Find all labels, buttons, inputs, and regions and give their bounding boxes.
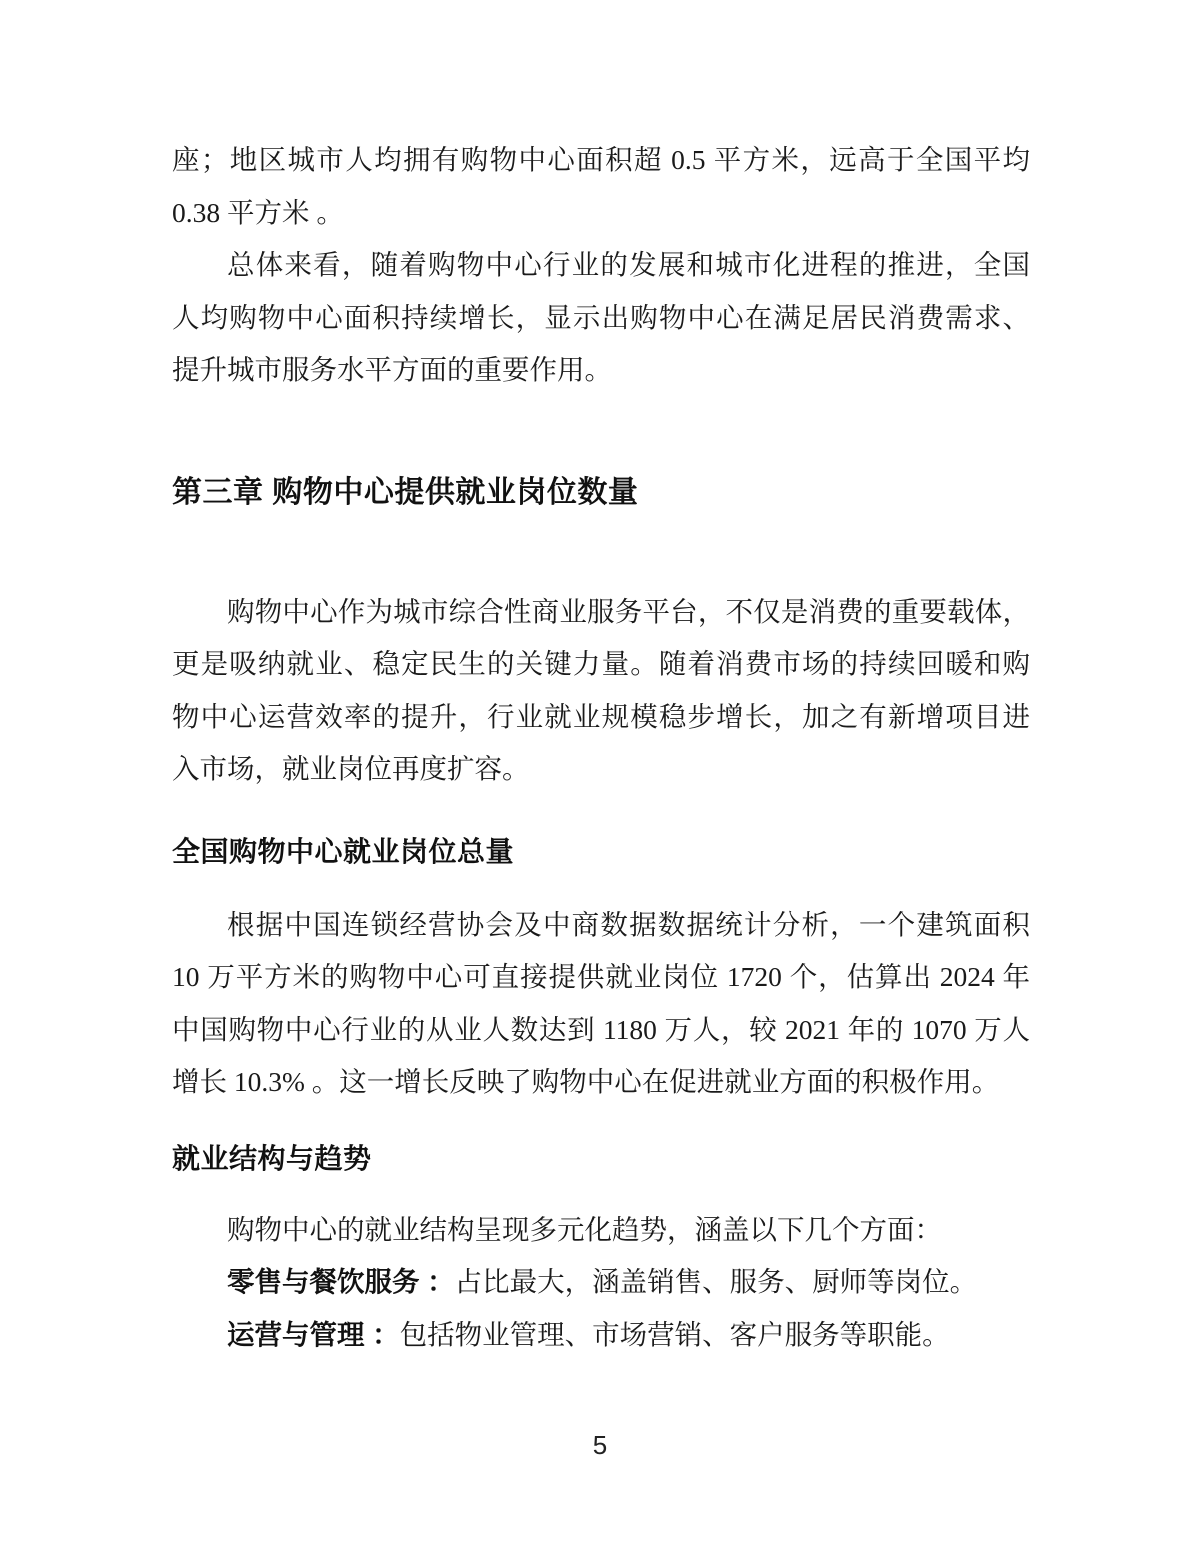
text-line: 0.38 平方米 。 (172, 196, 344, 228)
text-line: 增长 10.3% 。这一增长反映了购物中心在促进就业方面的积极作用。 (172, 1066, 1000, 1097)
section-heading-employment-structure: 就业结构与趋势 (172, 1142, 372, 1174)
paragraph-overall-summary (172, 239, 1030, 397)
paragraph-per-capita-area (172, 134, 1030, 239)
text-line: 提升城市服务水平方面的重要作用。 (172, 354, 612, 385)
text-line: 物中心运营效率的提升，行业就业规模稳步增长，加之有新增项目进 (172, 700, 1030, 732)
text-line: 购物中心的就业结构呈现多元化趋势，涵盖以下几个方面： (227, 1213, 942, 1245)
bullet-term: 运营与管理 ： (227, 1318, 400, 1350)
bullet-operations-management (172, 1309, 1030, 1362)
text-line: 购物中心作为城市综合性商业服务平台，不仅是消费的重要载体， (227, 595, 1030, 627)
bullet-term: 零售与餐饮服务 ： (227, 1266, 455, 1297)
page-content (172, 134, 1030, 1361)
text-line: 入市场，就业岗位再度扩容。 (172, 753, 530, 784)
bullet-text: 占比最大，涵盖销售、服务、厨师等岗位。 (454, 1266, 978, 1297)
paragraph-chapter-intro (172, 586, 1030, 796)
section-heading-employment-total: 全国购物中心就业岗位总量 (172, 835, 515, 867)
paragraph-employment-statistics (172, 899, 1030, 1109)
text-line: 人均购物中心面积持续增长，显示出购物中心在满足居民消费需求、 (172, 301, 1030, 333)
text-line: 更是吸纳就业、稳定民生的关键力量。随着消费市场的持续回暖和购 (172, 648, 1030, 679)
paragraph-structure-intro (172, 1204, 1030, 1257)
text-line: 10 万平方米的购物中心可直接提供就业岗位 1720 个，估算出 2024 年 (172, 961, 1030, 992)
text-line: 座；地区城市人均拥有购物中心面积超 0.5 平方米，远高于全国平均 (172, 144, 1030, 175)
bullet-retail-catering (172, 1256, 1030, 1309)
chapter-heading: 第三章 购物中心提供就业岗位数量 (172, 475, 639, 509)
text-line: 中国购物中心行业的从业人数达到 1180 万人，较 2021 年的 1070 万人 (172, 1013, 1030, 1045)
text-line: 根据中国连锁经营协会及中商数据数据统计分析，一个建筑面积 (227, 908, 1030, 940)
bullet-text: 包括物业管理、市场营销、客户服务等职能。 (399, 1318, 950, 1350)
text-line: 总体来看，随着购物中心行业的发展和城市化进程的推进，全国 (227, 249, 1030, 280)
page-number: 5 (592, 1430, 608, 1460)
